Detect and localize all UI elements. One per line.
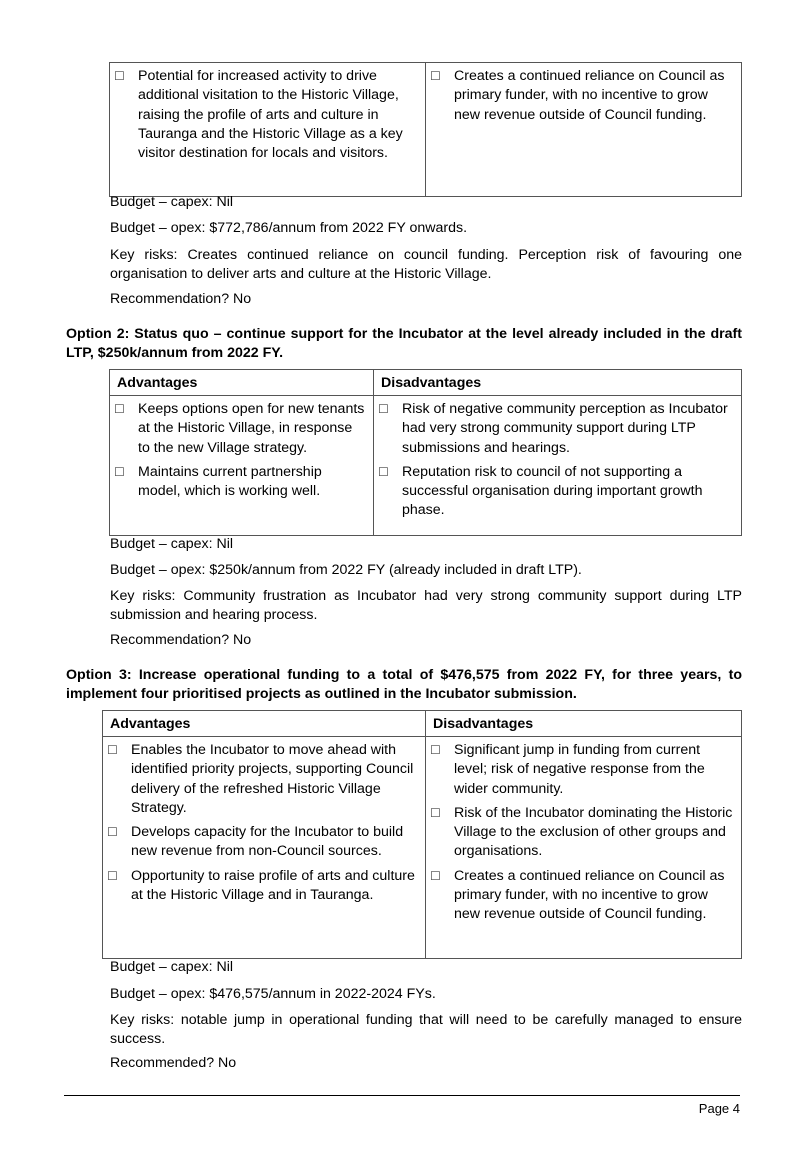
checkbox-icon: ☐	[378, 464, 389, 479]
advantages-cell	[103, 737, 426, 959]
page-number: Page 4	[698, 1101, 740, 1116]
list-item: ☐ Reputation risk to council of not supporting a successful organisation during important growth phase.	[378, 463, 735, 521]
advantages-cell	[110, 63, 426, 197]
budget-opex: Budget – opex: $476,575/annum in 2022-2024 FYs.	[110, 986, 436, 1002]
checkbox-icon: ☐	[430, 868, 441, 883]
list-item: ☐ Keeps options open for new tenants at the Historic Village, in response to the new Village strategy.	[114, 400, 367, 458]
advantages-header: Advantages	[110, 370, 374, 396]
checkbox-icon: ☐	[430, 743, 441, 757]
footer-rule	[64, 1095, 740, 1096]
advantages-header: Advantages	[103, 711, 426, 737]
key-risks: Key risks: Community frustration as Incubator had very strong community support during LTP submission and hearing process.	[110, 588, 742, 624]
list-item: ☐ Creates a continued reliance on Council as primary funder, with no incentive to grow new revenue outside of Council funding.	[430, 67, 735, 125]
disadvantages-cell	[374, 396, 742, 536]
key-risks: Key risks: Creates continued reliance on council funding. Perception risk of favouring one organisation to deliver arts and culture at the Historic Village.	[110, 247, 742, 283]
budget-capex: Budget – capex: Nil	[110, 536, 234, 552]
checkbox-icon: ☐	[107, 868, 118, 883]
list-item: ☐ Creates a continued reliance on Council as primary funder, with no incentive to grow new revenue outside of Council funding.	[430, 867, 735, 925]
option3-table	[102, 710, 742, 959]
option2-table	[109, 369, 742, 536]
checkbox-icon: ☐	[107, 743, 118, 757]
option2-heading: Option 2: Status quo – continue support for the Incubator at the level already included in the draft LTP, $250k/annum from 2022 FY.	[66, 326, 742, 362]
checkbox-icon: ☐	[114, 402, 125, 416]
recommendation: Recommendation? No	[110, 291, 252, 307]
list-item: ☐ Risk of negative community perception as Incubator had very strong community support during LTP submissions and hearings.	[378, 400, 735, 458]
checkbox-icon: ☐	[430, 69, 441, 83]
recommendation: Recommended? No	[110, 1055, 237, 1071]
key-risks: Key risks: notable jump in operational funding that will need to be carefully managed to ensure success.	[110, 1012, 742, 1048]
list-item: ☐ Enables the Incubator to move ahead with identified priority projects, supporting Council delivery of the refreshed Historic Village Strategy.	[107, 741, 419, 818]
budget-opex: Budget – opex: $772,786/annum from 2022 FY onwards.	[110, 220, 468, 236]
advantages-cell	[110, 396, 374, 536]
disadvantages-header: Disadvantages	[426, 711, 742, 737]
option3-heading: Option 3: Increase operational funding to a total of $476,575 from 2022 FY, for three years, to implement four prioritised projects as outlined in the Incubator submission.	[66, 667, 742, 703]
budget-capex: Budget – capex: Nil	[110, 959, 234, 975]
disadvantages-cell	[426, 63, 742, 197]
list-item: ☐ Potential for increased activity to drive additional visitation to the Historic Village, raising the profile of arts and culture in Tauranga and the Historic Village as a key visitor destination for locals and visitors.	[114, 67, 419, 163]
checkbox-icon: ☐	[114, 69, 125, 83]
disadvantages-header: Disadvantages	[374, 370, 742, 396]
list-item: ☐ Risk of the Incubator dominating the Historic Village to the exclusion of other groups and organisations.	[430, 804, 735, 862]
checkbox-icon: ☐	[114, 464, 125, 479]
list-item: ☐ Maintains current partnership model, which is working well.	[114, 463, 367, 502]
option1-table	[109, 62, 742, 197]
checkbox-icon: ☐	[430, 805, 441, 820]
list-item: ☐ Opportunity to raise profile of arts and culture at the Historic Village and in Tauranga.	[107, 867, 419, 906]
budget-opex: Budget – opex: $250k/annum from 2022 FY (already included in draft LTP).	[110, 562, 582, 578]
budget-capex: Budget – capex: Nil	[110, 194, 234, 210]
list-item: ☐ Significant jump in funding from current level; risk of negative response from the wider community.	[430, 741, 735, 799]
checkbox-icon: ☐	[378, 402, 389, 416]
checkbox-icon: ☐	[107, 825, 118, 840]
recommendation: Recommendation? No	[110, 632, 252, 648]
list-item: ☐ Develops capacity for the Incubator to build new revenue from non-Council sources.	[107, 823, 419, 862]
disadvantages-cell	[426, 737, 742, 959]
